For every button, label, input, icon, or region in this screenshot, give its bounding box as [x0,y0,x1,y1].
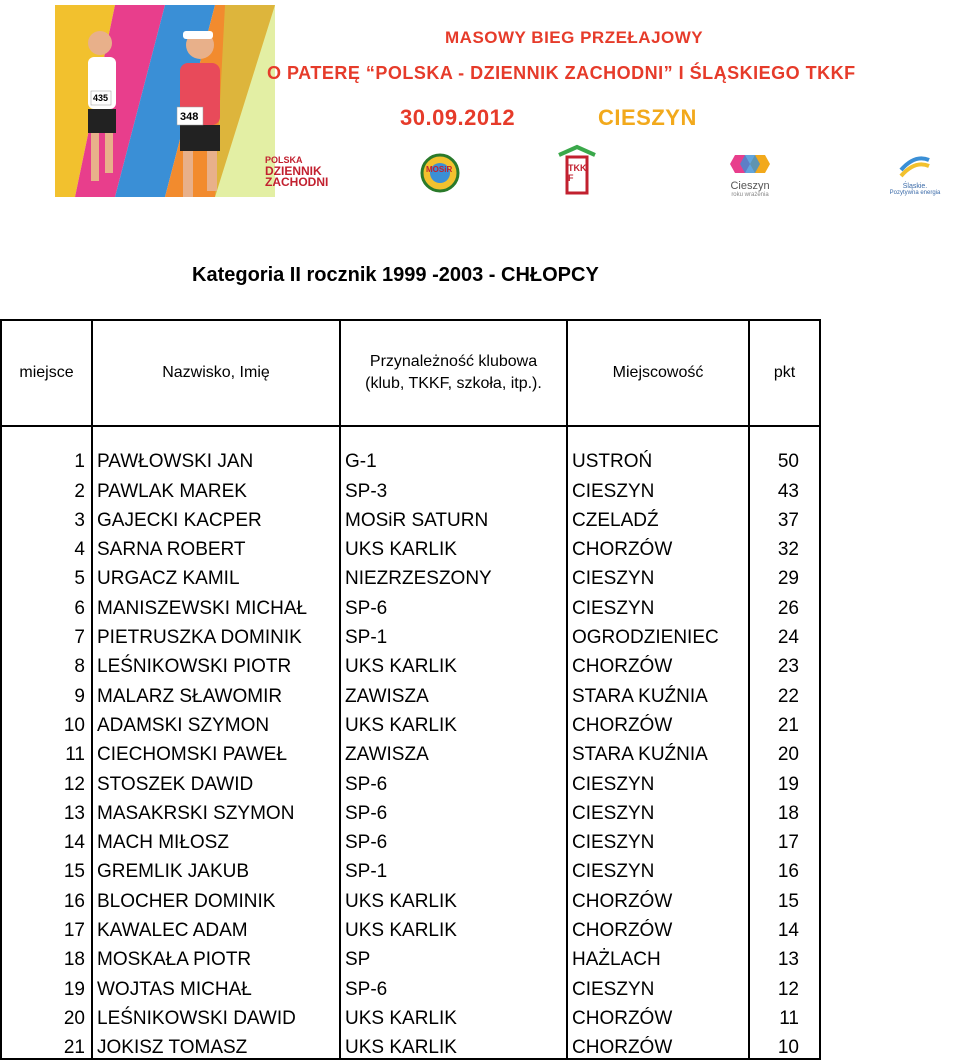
city-cell: OGRODZIENIEC [567,619,749,648]
table-row [1,736,820,765]
logo-cieszyn-text: Cieszyn [730,180,770,192]
logo-cieszyn-subtext: roku wrażenia [731,192,769,198]
city-cell: CIESZYN [567,472,749,501]
name-cell: JOKISZ TOMASZ [92,1029,340,1059]
table-row [1,443,820,472]
table-row [1,824,820,853]
banner-line-1: MASOWY BIEG PRZEŁAJOWY [445,28,704,47]
banner-city: CIESZYN [598,105,697,130]
city-cell: CHORZÓW [567,882,749,911]
club-cell: SP [340,941,567,970]
points-cell: 14 [749,912,820,941]
points-cell: 21 [749,707,820,736]
club-cell: SP-6 [340,795,567,824]
club-cell: UKS KARLIK [340,912,567,941]
points-cell: 43 [749,472,820,501]
header-club-line1: Przynależność klubowa [369,353,538,370]
place-cell: 5 [1,560,92,589]
points-cell: 20 [749,736,820,765]
city-cell: CHORZÓW [567,1029,749,1059]
header-points: pkt [749,320,820,426]
name-cell: KAWALEC ADAM [92,912,340,941]
table-row [1,707,820,736]
city-cell: CHORZÓW [567,531,749,560]
city-cell: CIESZYN [567,765,749,794]
banner-line-2: O PATERĘ “POLSKA - DZIENNIK ZACHODNI” I ŚLĄSKIEGO TKKF [267,63,856,83]
place-cell: 17 [1,912,92,941]
name-cell: LEŚNIKOWSKI PIOTR [92,648,340,677]
club-cell: SP-1 [340,853,567,882]
club-cell: NIEZRZESZONY [340,560,567,589]
name-cell: LEŚNIKOWSKI DAWID [92,1000,340,1029]
table-row [1,941,820,970]
name-cell: ADAMSKI SZYMON [92,707,340,736]
club-cell: UKS KARLIK [340,707,567,736]
name-cell: MACH MIŁOSZ [92,824,340,853]
name-cell: PAWŁOWSKI JAN [92,443,340,472]
club-cell: ZAWISZA [340,677,567,706]
points-cell: 37 [749,502,820,531]
table-row [1,882,820,911]
place-cell: 16 [1,882,92,911]
table-row [1,589,820,618]
points-cell: 19 [749,765,820,794]
points-cell: 22 [749,677,820,706]
name-cell: MASAKRSKI SZYMON [92,795,340,824]
place-cell: 14 [1,824,92,853]
logo-mosir-text: MOSiR [426,165,453,174]
points-cell: 11 [749,1000,820,1029]
club-cell: UKS KARLIK [340,1000,567,1029]
place-cell: 15 [1,853,92,882]
club-cell: SP-6 [340,765,567,794]
city-cell: CHORZÓW [567,648,749,677]
runner-bib-2: 348 [180,111,199,123]
logo-mosir [420,153,460,198]
table-row [1,619,820,648]
table-row [1,970,820,999]
table-row [1,648,820,677]
points-cell: 13 [749,941,820,970]
city-cell: HAŻLACH [567,941,749,970]
city-cell: CHORZÓW [567,707,749,736]
club-cell: SP-1 [340,619,567,648]
club-cell: ZAWISZA [340,736,567,765]
table-row [1,1000,820,1029]
logo-tkkf [555,143,599,200]
name-cell: MALARZ SŁAWOMIR [92,677,340,706]
club-cell: UKS KARLIK [340,882,567,911]
name-cell: SARNA ROBERT [92,531,340,560]
place-cell: 2 [1,472,92,501]
category-title: Kategoria II rocznik 1999 -2003 - CHŁOPCY [192,264,599,286]
header-place: miejsce [1,320,92,426]
header-city: Miejscowość [567,320,749,426]
table-row [1,795,820,824]
club-cell: UKS KARLIK [340,1029,567,1059]
place-cell: 6 [1,589,92,618]
city-cell: CIESZYN [567,824,749,853]
city-cell: CZELADŹ [567,502,749,531]
city-cell: STARA KUŹNIA [567,677,749,706]
name-cell: GREMLIK JAKUB [92,853,340,882]
club-cell: UKS KARLIK [340,648,567,677]
spacer-row [1,426,820,443]
city-cell: USTROŃ [567,443,749,472]
table-row [1,502,820,531]
place-cell: 12 [1,765,92,794]
points-cell: 29 [749,560,820,589]
name-cell: STOSZEK DAWID [92,765,340,794]
points-cell: 15 [749,882,820,911]
logo-tkkf-text: TKKF [568,163,587,183]
city-cell: CHORZÓW [567,1000,749,1029]
logo-cieszyn [720,153,780,198]
club-cell: G-1 [340,443,567,472]
runners-illustration [55,5,275,197]
points-cell: 16 [749,853,820,882]
logo-zachodni-text: ZACHODNI [265,175,329,189]
place-cell: 1 [1,443,92,472]
place-cell: 3 [1,502,92,531]
place-cell: 7 [1,619,92,648]
points-cell: 18 [749,795,820,824]
points-cell: 50 [749,443,820,472]
logo-slaskie-text: Śląskie. [902,183,928,190]
place-cell: 18 [1,941,92,970]
header-club-line2: (klub, TKKF, szkoła, itp.). [365,375,542,392]
city-cell: CHORZÓW [567,912,749,941]
place-cell: 9 [1,677,92,706]
event-banner [55,5,950,197]
place-cell: 20 [1,1000,92,1029]
points-cell: 24 [749,619,820,648]
runner-bib-1: 435 [93,93,109,103]
name-cell: MOSKAŁA PIOTR [92,941,340,970]
place-cell: 21 [1,1029,92,1059]
logo-slaskie-subtext: Pozytywna energia [889,190,941,196]
city-cell: CIESZYN [567,589,749,618]
logo-polska-text: POLSKA [265,155,303,165]
club-cell: UKS KARLIK [340,531,567,560]
header-name: Nazwisko, Imię [92,320,340,426]
table-row [1,912,820,941]
city-cell: CIESZYN [567,970,749,999]
name-cell: CIECHOMSKI PAWEŁ [92,736,340,765]
table-row [1,472,820,501]
table-row [1,853,820,882]
city-cell: CIESZYN [567,853,749,882]
club-cell: MOSiR SATURN [340,502,567,531]
place-cell: 19 [1,970,92,999]
name-cell: GAJECKI KACPER [92,502,340,531]
logo-dziennik-zachodni [265,155,337,188]
city-cell: CIESZYN [567,795,749,824]
table-row [1,1029,820,1059]
name-cell: WOJTAS MICHAŁ [92,970,340,999]
name-cell: URGACZ KAMIL [92,560,340,589]
logo-slaskie [880,150,950,196]
banner-date: 30.09.2012 [400,105,516,130]
name-cell: PAWLAK MAREK [92,472,340,501]
points-cell: 17 [749,824,820,853]
name-cell: BLOCHER DOMINIK [92,882,340,911]
points-cell: 12 [749,970,820,999]
table-row [1,560,820,589]
table-row [1,765,820,794]
logo-dziennik-text: DZIENNIK [265,164,322,178]
place-cell: 8 [1,648,92,677]
place-cell: 13 [1,795,92,824]
city-cell: CIESZYN [567,560,749,589]
points-cell: 26 [749,589,820,618]
club-cell: SP-6 [340,970,567,999]
place-cell: 10 [1,707,92,736]
results-header-row [1,320,820,426]
header-club [340,320,567,426]
club-cell: SP-3 [340,472,567,501]
table-row [1,531,820,560]
city-cell: STARA KUŹNIA [567,736,749,765]
club-cell: SP-6 [340,824,567,853]
place-cell: 11 [1,736,92,765]
club-cell: SP-6 [340,589,567,618]
table-row [1,677,820,706]
place-cell: 4 [1,531,92,560]
name-cell: PIETRUSZKA DOMINIK [92,619,340,648]
points-cell: 23 [749,648,820,677]
points-cell: 10 [749,1029,820,1059]
points-cell: 32 [749,531,820,560]
name-cell: MANISZEWSKI MICHAŁ [92,589,340,618]
results-table [0,319,821,1060]
